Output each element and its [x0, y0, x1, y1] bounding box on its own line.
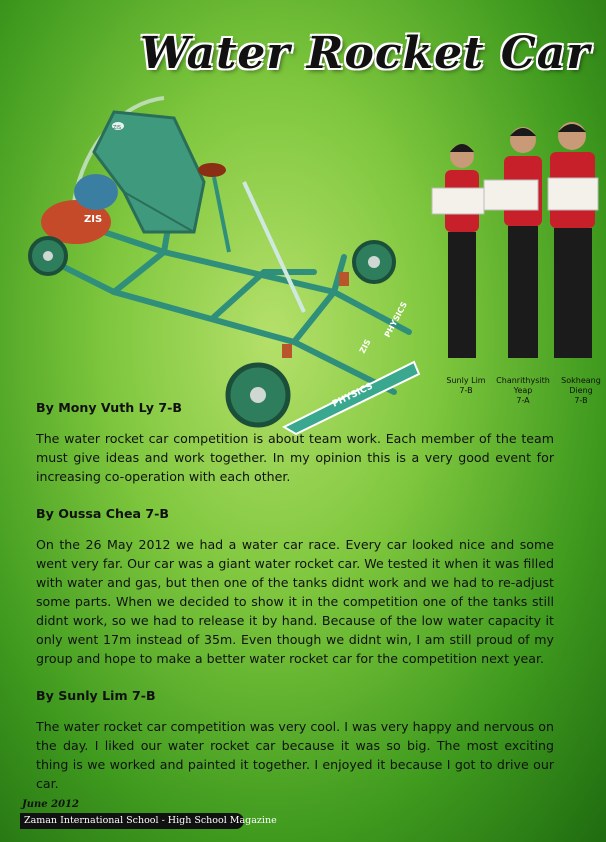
- water-rocket-car-image: [14, 82, 424, 444]
- seat-badge: ZIS: [113, 125, 122, 131]
- frame-text-physics-2: PHYSICS: [382, 300, 410, 339]
- article-paragraph: On the 26 May 2012 we had a water car race. Every car looked nice and some went very far. Our car was a giant water rocket car. We tested it when it was filled with water and gas, but then one of the tanks didnt work and we had to re-adjust some parts. When we decided to show it in the competition one of the tanks still didnt work, so we had to release it by hand. Because of the low water capacity it only went 17m instead of 35m. Even though we didnt win, I am still proud of my group and hope to make a better water rocket car for the competition next year.: [36, 537, 554, 666]
- page-title: Water Rocket Car: [140, 28, 591, 79]
- frame-text-physics: PHYSICS: [330, 381, 375, 410]
- publication-name: Zaman International School - High School Magazine: [20, 813, 244, 829]
- students-photo: [420, 118, 595, 370]
- frame-text-zis: ZIS: [357, 337, 373, 355]
- article-author: By Oussa Chea 7-B: [36, 506, 169, 521]
- article-paragraph: The water rocket car competition was very cool. I was very happy and nervous on the day. I liked our water rocket car because it was so big. The most exciting thing is we worked and painted it together. I enjoyed it because I got to drive our car.: [36, 719, 554, 791]
- student-name: Sokheang Dieng: [561, 376, 601, 395]
- issue-date: June 2012: [22, 799, 79, 810]
- student-class: 7-B: [574, 396, 588, 405]
- article-body: [36, 398, 554, 811]
- student-name: Sunly Lim: [446, 376, 486, 385]
- student-name: Chanrithysith Yeap: [496, 376, 550, 395]
- tank-label: ZIS: [84, 214, 103, 225]
- student-caption: [438, 376, 494, 396]
- student-class: 7-A: [516, 396, 530, 405]
- article-author: By Sunly Lim 7-B: [36, 688, 156, 703]
- article-author: By Mony Vuth Ly 7-B: [36, 400, 182, 415]
- student-class: 7-B: [459, 386, 473, 395]
- article-paragraph: The water rocket car competition is about team work. Each member of the team must give ideas and work together. In my opinion this is a very good event for increasing co-operation with each other.: [36, 431, 554, 484]
- student-caption: [556, 376, 606, 406]
